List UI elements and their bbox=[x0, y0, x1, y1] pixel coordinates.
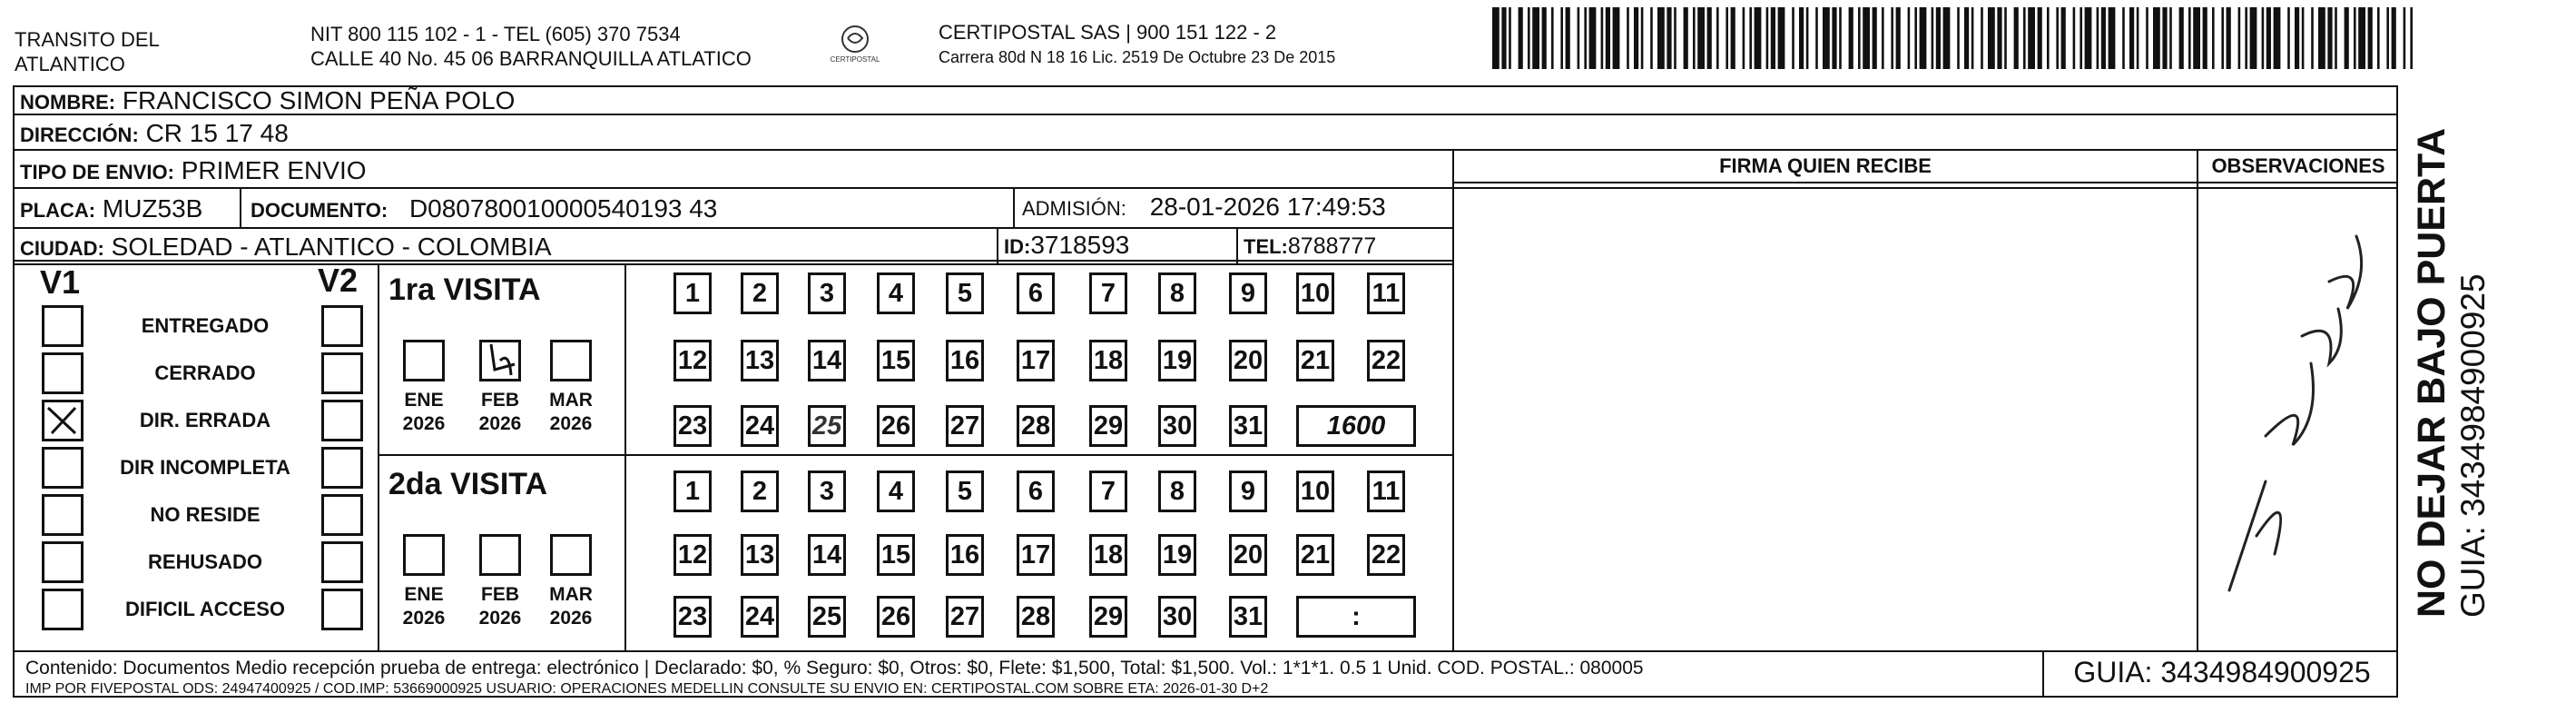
v1-checkbox[interactable] bbox=[42, 400, 84, 441]
barcode-bar bbox=[2392, 7, 2396, 69]
side-guia: GUIA: 3434984900925 bbox=[2454, 273, 2492, 618]
day-box[interactable]: 7 bbox=[1089, 470, 1127, 512]
day-box[interactable]: 10 bbox=[1296, 272, 1334, 314]
barcode-bar bbox=[2358, 7, 2365, 69]
barcode-bar bbox=[2274, 7, 2281, 69]
barcode-bar bbox=[1896, 7, 1901, 69]
admision-label: ADMISIÓN: bbox=[1022, 197, 1126, 220]
imp-text: IMP POR FIVEPOSTAL ODS: 24947400925 / COD.IMP: 53669000925 USUARIO: OPERACIONES MEDELLIN CONSULTE SU ENVIO EN: CERTIPOSTAL.COM SOBRE ETA: 2026-01-30 D+2 bbox=[25, 681, 1269, 697]
barcode-bar bbox=[1693, 7, 1696, 69]
footer-guia: GUIA: 3434984900925 bbox=[2073, 656, 2371, 688]
barcode-bar bbox=[1964, 7, 1969, 69]
barcode-bar bbox=[1743, 7, 1745, 69]
barcode-bar bbox=[1943, 7, 1951, 69]
day-box[interactable]: 28 bbox=[1017, 405, 1055, 447]
month-label bbox=[468, 389, 532, 436]
barcode-bar bbox=[1932, 7, 1934, 69]
day-box[interactable]: 10 bbox=[1296, 470, 1334, 512]
rule-tipo bbox=[13, 187, 2398, 189]
v1-checkbox[interactable] bbox=[42, 352, 84, 394]
side-warning: NO DEJAR BAJO PUERTA bbox=[2410, 127, 2453, 618]
day-box[interactable]: 1 bbox=[673, 272, 712, 314]
barcode-bar bbox=[2410, 7, 2413, 69]
barcode-bar bbox=[2047, 7, 2050, 69]
day-box[interactable]: 14 bbox=[808, 340, 846, 381]
rule-footer bbox=[13, 650, 2398, 652]
barcode-bar bbox=[2122, 7, 2125, 69]
check-mark-icon bbox=[482, 342, 518, 379]
day-box[interactable]: 12 bbox=[673, 340, 712, 381]
barcode-bar bbox=[1650, 7, 1653, 69]
documento-value: D080780010000540193 43 bbox=[408, 194, 718, 223]
barcode-bar bbox=[1997, 7, 2001, 69]
barcode-bar bbox=[1778, 7, 1785, 69]
barcode-bar bbox=[1755, 7, 1762, 69]
barcode-bar bbox=[1551, 7, 1554, 69]
barcode-bar bbox=[2345, 7, 2349, 69]
barcode-bar bbox=[1492, 7, 1499, 69]
barcode-bar bbox=[2262, 7, 2265, 69]
id-value: 3718593 bbox=[1030, 231, 1130, 259]
address-line: CALLE 40 No. 45 06 BARRANQUILLA ATLATICO bbox=[310, 47, 752, 70]
barcode-bar bbox=[2188, 7, 2191, 69]
barcode-bar bbox=[1542, 7, 1547, 69]
barcode-bar bbox=[2061, 7, 2066, 69]
barcode-bar bbox=[1584, 7, 1587, 69]
status-option-label: DIR INCOMPLETA bbox=[120, 456, 290, 479]
contenido-text: Contenido: Documentos Medio recepción prueba de entrega: electrónico | Declarado: $0, % Seguro: $0, Otros: $0, Flete: $1,500, Total: $1,500. Vol.: 1*1*1. 0.5 1 Unid. COD. POSTAL.: 080005 bbox=[25, 658, 1644, 678]
day-box[interactable]: 7 bbox=[1089, 272, 1127, 314]
company-name bbox=[15, 27, 160, 76]
barcode-bar bbox=[1560, 7, 1563, 69]
v2-checkbox[interactable] bbox=[321, 305, 363, 347]
status-option-label: DIFICIL ACCESO bbox=[124, 598, 285, 620]
month-checkbox[interactable] bbox=[403, 534, 445, 576]
day-box[interactable]: 2 bbox=[741, 470, 779, 512]
col-obs-left bbox=[2197, 149, 2198, 650]
barcode-bar bbox=[1882, 7, 1884, 69]
month-year: 2026 bbox=[549, 608, 593, 629]
courier-logo bbox=[810, 24, 900, 69]
v2-checkbox[interactable] bbox=[321, 541, 363, 583]
month-label bbox=[539, 583, 603, 630]
day-box[interactable]: 12 bbox=[673, 534, 712, 576]
courier-logo-text: CERTIPOSTAL bbox=[830, 55, 880, 64]
tel-field bbox=[1244, 231, 1376, 262]
barcode-bar bbox=[2073, 7, 2076, 69]
rule-col-headers bbox=[1452, 182, 2398, 183]
month-checkbox[interactable] bbox=[479, 534, 521, 576]
admision-field bbox=[1022, 193, 1386, 223]
barcode-bar bbox=[1657, 7, 1665, 69]
status-option-label: DIR. ERRADA bbox=[139, 409, 271, 431]
barcode-bar bbox=[2146, 7, 2148, 69]
day-box[interactable]: 4 bbox=[877, 470, 915, 512]
v2-label: V2 bbox=[318, 262, 359, 299]
barcode-bar bbox=[2153, 7, 2160, 69]
month-checkbox[interactable] bbox=[403, 340, 445, 381]
status-option-label: CERRADO bbox=[154, 362, 256, 384]
barcode-bar bbox=[1849, 7, 1853, 69]
div-id-tel bbox=[1236, 227, 1238, 263]
barcode-bar bbox=[2368, 7, 2373, 69]
barcode-bar bbox=[1863, 7, 1870, 69]
barcode-bar bbox=[2287, 7, 2290, 69]
barcode-bar bbox=[2295, 7, 2299, 69]
nombre-value: FRANCISCO SIMON PEÑA POLO bbox=[122, 86, 516, 114]
barcode-bar bbox=[1509, 7, 1511, 69]
day-box[interactable]: 4 bbox=[877, 272, 915, 314]
barcode-bar bbox=[1684, 7, 1688, 69]
barcode-bar bbox=[2212, 7, 2215, 69]
observaciones-header: OBSERVACIONES bbox=[2211, 154, 2385, 177]
month-name: FEB bbox=[481, 390, 519, 411]
day-box[interactable]: 21 bbox=[1296, 534, 1334, 576]
status-option-label: NO RESIDE bbox=[150, 503, 261, 526]
v2-checkbox[interactable] bbox=[321, 494, 363, 536]
day-box[interactable]: 14 bbox=[808, 534, 846, 576]
barcode-bar bbox=[2203, 7, 2207, 69]
v2-checkbox[interactable] bbox=[321, 352, 363, 394]
documento-field bbox=[251, 194, 717, 225]
day-box[interactable]: 16 bbox=[946, 534, 984, 576]
v2-checkbox[interactable] bbox=[321, 589, 363, 630]
month-name: MAR bbox=[549, 390, 593, 411]
month-checkbox[interactable] bbox=[550, 534, 592, 576]
barcode-bar bbox=[1519, 7, 1523, 69]
barcode-bar bbox=[1823, 7, 1830, 69]
day-box[interactable]: 24 bbox=[741, 596, 779, 638]
day-box[interactable]: 23 bbox=[673, 405, 712, 447]
documento-label: DOCUMENTO: bbox=[251, 199, 388, 222]
barcode-bar bbox=[1839, 7, 1842, 69]
day-box[interactable]: 30 bbox=[1158, 596, 1196, 638]
day-box[interactable]: 5 bbox=[946, 272, 984, 314]
v1-checkbox[interactable] bbox=[42, 494, 84, 536]
month-name: ENE bbox=[404, 390, 444, 411]
div-placa-doc bbox=[240, 187, 241, 227]
barcode-bar bbox=[1501, 7, 1506, 69]
barcode-bar bbox=[1971, 7, 1974, 69]
barcode-bar bbox=[2162, 7, 2167, 69]
day-box[interactable]: 26 bbox=[877, 405, 915, 447]
div-month-days bbox=[624, 263, 626, 650]
barcode-bar bbox=[1716, 7, 1719, 69]
col-guia-left bbox=[2042, 650, 2044, 698]
license-line: Carrera 80d N 18 16 Lic. 2519 De Octubre 23 De 2015 bbox=[939, 48, 1336, 66]
barcode-bar bbox=[1566, 7, 1570, 69]
visit1-title: 1ra VISITA bbox=[388, 272, 541, 307]
placa-label: PLACA: bbox=[20, 199, 96, 222]
month-label bbox=[539, 389, 603, 436]
barcode-bar bbox=[1766, 7, 1769, 69]
div-ciudad-id bbox=[997, 227, 998, 263]
barcode-bar bbox=[1528, 7, 1530, 69]
barcode-bar bbox=[1914, 7, 1917, 69]
courier-info bbox=[939, 20, 1335, 69]
barcode-bar bbox=[2137, 7, 2139, 69]
day-box[interactable]: 18 bbox=[1089, 534, 1127, 576]
barcode-bar bbox=[1873, 7, 1877, 69]
barcode-bar bbox=[1749, 7, 1752, 69]
v1-checkbox[interactable] bbox=[42, 305, 84, 347]
barcode-bar bbox=[2014, 7, 2019, 69]
day-box[interactable]: 13 bbox=[741, 340, 779, 381]
barcode-bar bbox=[2079, 7, 2082, 69]
barcode-bar bbox=[1627, 7, 1629, 69]
courier-logo-icon bbox=[837, 24, 873, 54]
courier-line: CERTIPOSTAL SAS | 900 151 122 - 2 bbox=[939, 21, 1277, 44]
barcode-bar bbox=[1815, 7, 1818, 69]
day-box[interactable]: 2 bbox=[741, 272, 779, 314]
visit-time-box[interactable]: 1600 bbox=[1296, 405, 1416, 447]
v2-checkbox[interactable] bbox=[321, 400, 363, 441]
day-box[interactable]: 13 bbox=[741, 534, 779, 576]
barcode-bar bbox=[1674, 7, 1676, 69]
tel-label: TEL: bbox=[1244, 235, 1288, 258]
observation-scribble bbox=[2211, 209, 2374, 609]
id-label: ID: bbox=[1004, 235, 1031, 258]
month-year: 2026 bbox=[549, 413, 593, 434]
barcode-bar bbox=[1697, 7, 1705, 69]
ciudad-field bbox=[20, 233, 552, 263]
barcode-bar bbox=[2101, 7, 2106, 69]
day-box[interactable]: 25 bbox=[808, 596, 846, 638]
day-box[interactable]: 6 bbox=[1017, 470, 1055, 512]
day-box[interactable]: 25 bbox=[808, 405, 846, 447]
day-box[interactable]: 28 bbox=[1017, 596, 1055, 638]
barcode-bar bbox=[1832, 7, 1836, 69]
day-box[interactable]: 6 bbox=[1017, 272, 1055, 314]
month-name: FEB bbox=[481, 584, 519, 605]
month-checkbox[interactable] bbox=[479, 340, 521, 381]
id-field bbox=[1004, 231, 1129, 262]
day-box[interactable]: 5 bbox=[946, 470, 984, 512]
v1-checkbox[interactable] bbox=[42, 447, 84, 489]
month-label bbox=[392, 389, 456, 436]
day-box[interactable]: 26 bbox=[877, 596, 915, 638]
day-box[interactable]: 29 bbox=[1089, 405, 1127, 447]
rule-direccion bbox=[13, 149, 2398, 151]
barcode-bar bbox=[2245, 7, 2247, 69]
visit2-title: 2da VISITA bbox=[388, 467, 548, 501]
day-box[interactable]: 31 bbox=[1229, 596, 1267, 638]
day-box[interactable]: 11 bbox=[1367, 272, 1405, 314]
barcode-bar bbox=[1634, 7, 1638, 69]
barcode-bar bbox=[2311, 7, 2314, 69]
day-box[interactable]: 15 bbox=[877, 534, 915, 576]
barcode-bar bbox=[2056, 7, 2059, 69]
barcode-bar bbox=[1891, 7, 1893, 69]
v1-label: V1 bbox=[40, 263, 81, 301]
barcode-bar bbox=[2377, 7, 2380, 69]
day-box[interactable]: 17 bbox=[1017, 340, 1055, 381]
barcode bbox=[1492, 7, 2416, 69]
month-year: 2026 bbox=[402, 608, 446, 629]
barcode-bar bbox=[2221, 7, 2224, 69]
direccion-row bbox=[20, 119, 289, 150]
barcode-bar bbox=[2179, 7, 2184, 69]
month-checkbox[interactable] bbox=[550, 340, 592, 381]
month-name: MAR bbox=[549, 584, 593, 605]
day-box[interactable]: 22 bbox=[1367, 534, 1405, 576]
barcode-bar bbox=[1731, 7, 1735, 69]
admision-value: 28-01-2026 17:49:53 bbox=[1149, 193, 1386, 221]
barcode-bar bbox=[1707, 7, 1712, 69]
direccion-value: CR 15 17 48 bbox=[145, 119, 289, 147]
day-box[interactable]: 8 bbox=[1158, 272, 1196, 314]
barcode-bar bbox=[2386, 7, 2389, 69]
day-box[interactable]: 9 bbox=[1229, 470, 1267, 512]
firma-header: FIRMA QUIEN RECIBE bbox=[1719, 154, 1932, 177]
day-box[interactable]: 22 bbox=[1367, 340, 1405, 381]
day-box[interactable]: 17 bbox=[1017, 534, 1055, 576]
barcode-bar bbox=[1908, 7, 1911, 69]
day-box[interactable]: 23 bbox=[673, 596, 712, 638]
div-doc-adm bbox=[1013, 187, 1015, 227]
barcode-bar bbox=[1981, 7, 1983, 69]
check-mark-icon bbox=[44, 402, 81, 439]
company-name-line2: ATLANTICO bbox=[15, 53, 125, 75]
barcode-bar bbox=[1792, 7, 1794, 69]
rule-ciudad bbox=[13, 263, 1452, 265]
barcode-bar bbox=[2193, 7, 2200, 69]
v2-checkbox[interactable] bbox=[321, 447, 363, 489]
day-box[interactable]: 27 bbox=[946, 596, 984, 638]
status-option-label: ENTREGADO bbox=[141, 314, 270, 337]
barcode-bar bbox=[1667, 7, 1671, 69]
barcode-bar bbox=[2023, 7, 2026, 69]
company-contact bbox=[310, 22, 752, 71]
barcode-bar bbox=[2404, 7, 2406, 69]
month-year: 2026 bbox=[478, 608, 522, 629]
v1-checkbox[interactable] bbox=[42, 589, 84, 630]
barcode-bar bbox=[2085, 7, 2092, 69]
visit-time-box[interactable]: : bbox=[1296, 596, 1416, 638]
month-label bbox=[392, 583, 456, 630]
barcode-bar bbox=[2129, 7, 2134, 69]
barcode-bar bbox=[2302, 7, 2305, 69]
day-box[interactable]: 24 bbox=[741, 405, 779, 447]
barcode-bar bbox=[1578, 7, 1580, 69]
direccion-label: DIRECCIÓN: bbox=[20, 124, 139, 146]
day-box[interactable]: 3 bbox=[808, 272, 846, 314]
barcode-bar bbox=[2004, 7, 2007, 69]
day-box[interactable]: 19 bbox=[1158, 534, 1196, 576]
tipo-envio-label: TIPO DE ENVIO: bbox=[20, 161, 174, 183]
barcode-bar bbox=[1936, 7, 1941, 69]
day-box[interactable]: 31 bbox=[1229, 405, 1267, 447]
barcode-bar bbox=[2335, 7, 2337, 69]
barcode-bar bbox=[1641, 7, 1644, 69]
barcode-bar bbox=[2109, 7, 2116, 69]
barcode-bar bbox=[1799, 7, 1804, 69]
tel-value: 8788777 bbox=[1287, 233, 1377, 259]
barcode-bar bbox=[2266, 7, 2271, 69]
barcode-bar bbox=[1858, 7, 1861, 69]
barcode-bar bbox=[2169, 7, 2172, 69]
ciudad-label: CIUDAD: bbox=[20, 237, 104, 260]
status-option-label: REHUSADO bbox=[148, 550, 262, 573]
barcode-bar bbox=[2038, 7, 2042, 69]
month-year: 2026 bbox=[402, 413, 446, 434]
company-name-line1: TRANSITO DEL bbox=[15, 28, 160, 51]
day-box[interactable]: 19 bbox=[1158, 340, 1196, 381]
day-box[interactable]: 18 bbox=[1089, 340, 1127, 381]
day-box[interactable]: 21 bbox=[1296, 340, 1334, 381]
ciudad-value: SOLEDAD - ATLANTICO - COLOMBIA bbox=[111, 233, 552, 261]
barcode-bar bbox=[1920, 7, 1927, 69]
day-box[interactable]: 15 bbox=[877, 340, 915, 381]
barcode-bar bbox=[1532, 7, 1539, 69]
rule-visit-split bbox=[378, 454, 1452, 456]
month-year: 2026 bbox=[478, 413, 522, 434]
day-box[interactable]: 29 bbox=[1089, 596, 1127, 638]
barcode-bar bbox=[2354, 7, 2356, 69]
col-firma-left bbox=[1452, 149, 1454, 650]
barcode-bar bbox=[2028, 7, 2035, 69]
month-name: ENE bbox=[404, 584, 444, 605]
barcode-bar bbox=[2238, 7, 2241, 69]
barcode-bar bbox=[1771, 7, 1775, 69]
day-box[interactable]: 1 bbox=[673, 470, 712, 512]
side-text bbox=[2409, 91, 2492, 618]
placa-value: MUZ53B bbox=[102, 194, 203, 223]
day-box[interactable]: 8 bbox=[1158, 470, 1196, 512]
barcode-bar bbox=[2097, 7, 2099, 69]
tipo-envio-row bbox=[20, 156, 367, 187]
barcode-bar bbox=[1606, 7, 1610, 69]
month-label bbox=[468, 583, 532, 630]
nombre-row bbox=[20, 86, 515, 117]
day-box[interactable]: 20 bbox=[1229, 340, 1267, 381]
barcode-bar bbox=[1957, 7, 1960, 69]
placa-field bbox=[20, 194, 202, 225]
barcode-bar bbox=[1601, 7, 1604, 69]
barcode-bar bbox=[1613, 7, 1620, 69]
barcode-bar bbox=[1589, 7, 1597, 69]
day-box[interactable]: 11 bbox=[1367, 470, 1405, 512]
day-box[interactable]: 27 bbox=[946, 405, 984, 447]
day-box[interactable]: 3 bbox=[808, 470, 846, 512]
nit-line: NIT 800 115 102 - 1 - TEL (605) 370 7534 bbox=[310, 23, 681, 45]
day-box[interactable]: 20 bbox=[1229, 534, 1267, 576]
barcode-bar bbox=[1726, 7, 1728, 69]
nombre-label: NOMBRE: bbox=[20, 91, 116, 114]
barcode-bar bbox=[2227, 7, 2231, 69]
day-box[interactable]: 9 bbox=[1229, 272, 1267, 314]
div-status-visits bbox=[378, 263, 379, 650]
day-box[interactable]: 30 bbox=[1158, 405, 1196, 447]
barcode-bar bbox=[2250, 7, 2257, 69]
v1-checkbox[interactable] bbox=[42, 541, 84, 583]
barcode-bar bbox=[1988, 7, 1995, 69]
day-box[interactable]: 16 bbox=[946, 340, 984, 381]
barcode-bar bbox=[2327, 7, 2332, 69]
barcode-bar bbox=[2318, 7, 2325, 69]
barcode-bar bbox=[1806, 7, 1809, 69]
tipo-envio-value: PRIMER ENVIO bbox=[181, 156, 367, 184]
